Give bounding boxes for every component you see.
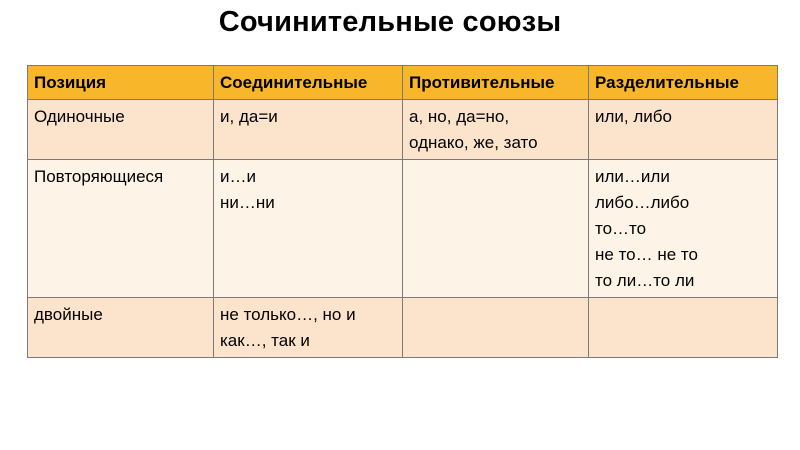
cell-line: и…и (220, 167, 256, 186)
cell-line: Одиночные (34, 107, 125, 126)
header-position: Позиция (28, 66, 214, 100)
cell-connective (214, 100, 403, 160)
cell-adversative (403, 100, 589, 160)
cell-line: не только…, но и (220, 305, 356, 324)
cell-adversative (403, 160, 589, 298)
table-header-row (28, 66, 778, 100)
cell-position (28, 100, 214, 160)
cell-connective (214, 160, 403, 298)
cell-line: как…, так и (220, 331, 310, 350)
cell-line: а, но, да=но, (409, 107, 510, 126)
cell-disjunctive (589, 298, 778, 358)
cell-line: или, либо (595, 107, 672, 126)
cell-position (28, 298, 214, 358)
cell-disjunctive (589, 100, 778, 160)
cell-line: не то… не то (595, 245, 698, 264)
cell-disjunctive (589, 160, 778, 298)
cell-line: и, да=и (220, 107, 278, 126)
cell-line: либо…либо (595, 193, 690, 212)
header-disjunctive: Разделительные (589, 66, 778, 100)
cell-line: Повторяющиеся (34, 167, 164, 186)
cell-line: то…то (595, 219, 647, 238)
cell-line: ни…ни (220, 193, 275, 212)
cell-line: то ли…то ли (595, 271, 695, 290)
cell-adversative (403, 298, 589, 358)
header-connective: Соединительные (214, 66, 403, 100)
cell-line: или…или (595, 167, 670, 186)
table-row (28, 100, 778, 160)
slide-title: Сочинительные союзы (218, 6, 562, 38)
table-row (28, 160, 778, 298)
cell-line: двойные (34, 305, 103, 324)
cell-line: однако, же, зато (409, 133, 538, 152)
header-adversative: Противительные (403, 66, 589, 100)
table-row (28, 298, 778, 358)
conjunctions-table (27, 65, 778, 358)
cell-connective (214, 298, 403, 358)
cell-position (28, 160, 214, 298)
